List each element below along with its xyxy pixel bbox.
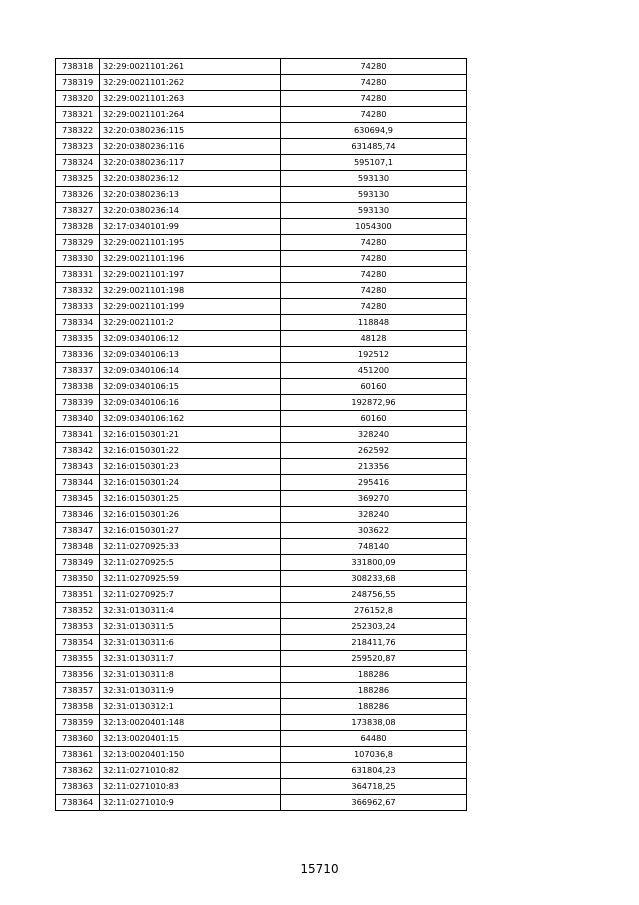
cadastral-number-cell: 32:20:0380236:12: [100, 171, 281, 187]
cadastral-number-cell: 32:09:0340106:14: [100, 363, 281, 379]
row-id-cell: 738323: [56, 139, 100, 155]
table-row: [56, 123, 467, 139]
value-cell: 276152,8: [281, 603, 467, 619]
cadastral-number-cell: 32:09:0340106:162: [100, 411, 281, 427]
row-id-cell: 738347: [56, 523, 100, 539]
table-row: [56, 107, 467, 123]
table-row: [56, 475, 467, 491]
row-id-cell: 738354: [56, 635, 100, 651]
table-row: [56, 491, 467, 507]
data-table: [55, 58, 467, 811]
value-cell: 631804,23: [281, 763, 467, 779]
table-row: [56, 235, 467, 251]
table-row: [56, 667, 467, 683]
value-cell: 631485,74: [281, 139, 467, 155]
value-cell: 748140: [281, 539, 467, 555]
value-cell: 74280: [281, 59, 467, 75]
cadastral-number-cell: 32:29:0021101:198: [100, 283, 281, 299]
value-cell: 331800,09: [281, 555, 467, 571]
table-row: [56, 171, 467, 187]
table-row: [56, 331, 467, 347]
row-id-cell: 738343: [56, 459, 100, 475]
row-id-cell: 738322: [56, 123, 100, 139]
row-id-cell: 738320: [56, 91, 100, 107]
cadastral-number-cell: 32:11:0270925:59: [100, 571, 281, 587]
row-id-cell: 738329: [56, 235, 100, 251]
value-cell: 364718,25: [281, 779, 467, 795]
cadastral-number-cell: 32:20:0380236:14: [100, 203, 281, 219]
cadastral-number-cell: 32:17:0340101:99: [100, 219, 281, 235]
cadastral-number-cell: 32:29:0021101:2: [100, 315, 281, 331]
value-cell: 262592: [281, 443, 467, 459]
cadastral-number-cell: 32:20:0380236:116: [100, 139, 281, 155]
table-row: [56, 347, 467, 363]
table-row: [56, 139, 467, 155]
table-row: [56, 315, 467, 331]
value-cell: 295416: [281, 475, 467, 491]
row-id-cell: 738333: [56, 299, 100, 315]
cadastral-number-cell: 32:31:0130311:4: [100, 603, 281, 619]
table-row: [56, 459, 467, 475]
row-id-cell: 738364: [56, 795, 100, 811]
value-cell: 64480: [281, 731, 467, 747]
table-row: [56, 427, 467, 443]
cadastral-number-cell: 32:29:0021101:263: [100, 91, 281, 107]
row-id-cell: 738334: [56, 315, 100, 331]
value-cell: 218411,76: [281, 635, 467, 651]
row-id-cell: 738321: [56, 107, 100, 123]
table-row: [56, 779, 467, 795]
cadastral-number-cell: 32:29:0021101:264: [100, 107, 281, 123]
row-id-cell: 738342: [56, 443, 100, 459]
table-row: [56, 683, 467, 699]
table-row: [56, 635, 467, 651]
cadastral-number-cell: 32:11:0271010:83: [100, 779, 281, 795]
cadastral-number-cell: 32:31:0130311:6: [100, 635, 281, 651]
value-cell: 74280: [281, 283, 467, 299]
table-row: [56, 219, 467, 235]
row-id-cell: 738344: [56, 475, 100, 491]
value-cell: 188286: [281, 667, 467, 683]
cadastral-number-cell: 32:13:0020401:150: [100, 747, 281, 763]
cadastral-number-cell: 32:20:0380236:13: [100, 187, 281, 203]
row-id-cell: 738331: [56, 267, 100, 283]
value-cell: 451200: [281, 363, 467, 379]
row-id-cell: 738341: [56, 427, 100, 443]
row-id-cell: 738327: [56, 203, 100, 219]
row-id-cell: 738355: [56, 651, 100, 667]
cadastral-number-cell: 32:31:0130311:9: [100, 683, 281, 699]
cadastral-number-cell: 32:11:0271010:9: [100, 795, 281, 811]
row-id-cell: 738348: [56, 539, 100, 555]
cadastral-number-cell: 32:16:0150301:24: [100, 475, 281, 491]
row-id-cell: 738338: [56, 379, 100, 395]
row-id-cell: 738339: [56, 395, 100, 411]
row-id-cell: 738353: [56, 619, 100, 635]
value-cell: 74280: [281, 299, 467, 315]
value-cell: 630694,9: [281, 123, 467, 139]
table-row: [56, 411, 467, 427]
cadastral-number-cell: 32:09:0340106:13: [100, 347, 281, 363]
table-body: [56, 59, 467, 811]
value-cell: 593130: [281, 171, 467, 187]
cadastral-number-cell: 32:11:0271010:82: [100, 763, 281, 779]
row-id-cell: 738346: [56, 507, 100, 523]
row-id-cell: 738330: [56, 251, 100, 267]
cadastral-number-cell: 32:13:0020401:15: [100, 731, 281, 747]
cadastral-number-cell: 32:20:0380236:115: [100, 123, 281, 139]
cadastral-number-cell: 32:29:0021101:199: [100, 299, 281, 315]
cadastral-number-cell: 32:09:0340106:16: [100, 395, 281, 411]
cadastral-number-cell: 32:16:0150301:27: [100, 523, 281, 539]
value-cell: 213356: [281, 459, 467, 475]
table-row: [56, 363, 467, 379]
table-row: [56, 795, 467, 811]
cadastral-number-cell: 32:31:0130312:1: [100, 699, 281, 715]
row-id-cell: 738361: [56, 747, 100, 763]
cadastral-number-cell: 32:20:0380236:117: [100, 155, 281, 171]
value-cell: 48128: [281, 331, 467, 347]
table-row: [56, 283, 467, 299]
row-id-cell: 738335: [56, 331, 100, 347]
value-cell: 118848: [281, 315, 467, 331]
value-cell: 192512: [281, 347, 467, 363]
value-cell: 303622: [281, 523, 467, 539]
row-id-cell: 738363: [56, 779, 100, 795]
table-row: [56, 267, 467, 283]
row-id-cell: 738358: [56, 699, 100, 715]
cadastral-number-cell: 32:29:0021101:196: [100, 251, 281, 267]
row-id-cell: 738336: [56, 347, 100, 363]
value-cell: 259520,87: [281, 651, 467, 667]
table-row: [56, 587, 467, 603]
cadastral-number-cell: 32:29:0021101:261: [100, 59, 281, 75]
row-id-cell: 738332: [56, 283, 100, 299]
table-row: [56, 187, 467, 203]
value-cell: 192872,96: [281, 395, 467, 411]
value-cell: 252303,24: [281, 619, 467, 635]
table-row: [56, 299, 467, 315]
value-cell: 593130: [281, 187, 467, 203]
table-row: [56, 619, 467, 635]
page-number: 15710: [300, 862, 339, 876]
value-cell: 369270: [281, 491, 467, 507]
table-row: [56, 763, 467, 779]
table-row: [56, 507, 467, 523]
table-row: [56, 523, 467, 539]
row-id-cell: 738352: [56, 603, 100, 619]
table-row: [56, 747, 467, 763]
cadastral-number-cell: 32:11:0270925:7: [100, 587, 281, 603]
cadastral-number-cell: 32:11:0270925:33: [100, 539, 281, 555]
row-id-cell: 738326: [56, 187, 100, 203]
table-row: [56, 379, 467, 395]
table-row: [56, 699, 467, 715]
table-row: [56, 443, 467, 459]
table-row: [56, 731, 467, 747]
table-row: [56, 59, 467, 75]
value-cell: 74280: [281, 267, 467, 283]
value-cell: 60160: [281, 379, 467, 395]
cadastral-number-cell: 32:13:0020401:148: [100, 715, 281, 731]
value-cell: 328240: [281, 507, 467, 523]
value-cell: 595107,1: [281, 155, 467, 171]
table-row: [56, 555, 467, 571]
cadastral-number-cell: 32:31:0130311:8: [100, 667, 281, 683]
row-id-cell: 738319: [56, 75, 100, 91]
row-id-cell: 738337: [56, 363, 100, 379]
cadastral-number-cell: 32:16:0150301:23: [100, 459, 281, 475]
value-cell: 74280: [281, 251, 467, 267]
value-cell: 308233,68: [281, 571, 467, 587]
row-id-cell: 738350: [56, 571, 100, 587]
cadastral-number-cell: 32:11:0270925:5: [100, 555, 281, 571]
table-row: [56, 155, 467, 171]
value-cell: 74280: [281, 75, 467, 91]
value-cell: 74280: [281, 235, 467, 251]
row-id-cell: 738345: [56, 491, 100, 507]
value-cell: 1054300: [281, 219, 467, 235]
row-id-cell: 738349: [56, 555, 100, 571]
row-id-cell: 738340: [56, 411, 100, 427]
row-id-cell: 738357: [56, 683, 100, 699]
table-row: [56, 395, 467, 411]
row-id-cell: 738356: [56, 667, 100, 683]
row-id-cell: 738362: [56, 763, 100, 779]
cadastral-number-cell: 32:09:0340106:15: [100, 379, 281, 395]
value-cell: 107036,8: [281, 747, 467, 763]
cadastral-number-cell: 32:29:0021101:262: [100, 75, 281, 91]
table-row: [56, 75, 467, 91]
cadastral-number-cell: 32:29:0021101:195: [100, 235, 281, 251]
row-id-cell: 738325: [56, 171, 100, 187]
value-cell: 74280: [281, 91, 467, 107]
table-row: [56, 539, 467, 555]
row-id-cell: 738351: [56, 587, 100, 603]
table-row: [56, 571, 467, 587]
row-id-cell: 738328: [56, 219, 100, 235]
value-cell: 328240: [281, 427, 467, 443]
row-id-cell: 738324: [56, 155, 100, 171]
cadastral-number-cell: 32:31:0130311:5: [100, 619, 281, 635]
cadastral-number-cell: 32:31:0130311:7: [100, 651, 281, 667]
value-cell: 593130: [281, 203, 467, 219]
table-row: [56, 91, 467, 107]
cadastral-number-cell: 32:16:0150301:21: [100, 427, 281, 443]
cadastral-number-cell: 32:16:0150301:25: [100, 491, 281, 507]
table-row: [56, 603, 467, 619]
row-id-cell: 738360: [56, 731, 100, 747]
value-cell: 366962,67: [281, 795, 467, 811]
value-cell: 74280: [281, 107, 467, 123]
value-cell: 248756,55: [281, 587, 467, 603]
cadastral-number-cell: 32:16:0150301:26: [100, 507, 281, 523]
value-cell: 173838,08: [281, 715, 467, 731]
cadastral-number-cell: 32:09:0340106:12: [100, 331, 281, 347]
cadastral-number-cell: 32:16:0150301:22: [100, 443, 281, 459]
value-cell: 188286: [281, 683, 467, 699]
cadastral-number-cell: 32:29:0021101:197: [100, 267, 281, 283]
row-id-cell: 738359: [56, 715, 100, 731]
value-cell: 60160: [281, 411, 467, 427]
table-row: [56, 251, 467, 267]
table-row: [56, 651, 467, 667]
table-row: [56, 715, 467, 731]
value-cell: 188286: [281, 699, 467, 715]
table-row: [56, 203, 467, 219]
row-id-cell: 738318: [56, 59, 100, 75]
